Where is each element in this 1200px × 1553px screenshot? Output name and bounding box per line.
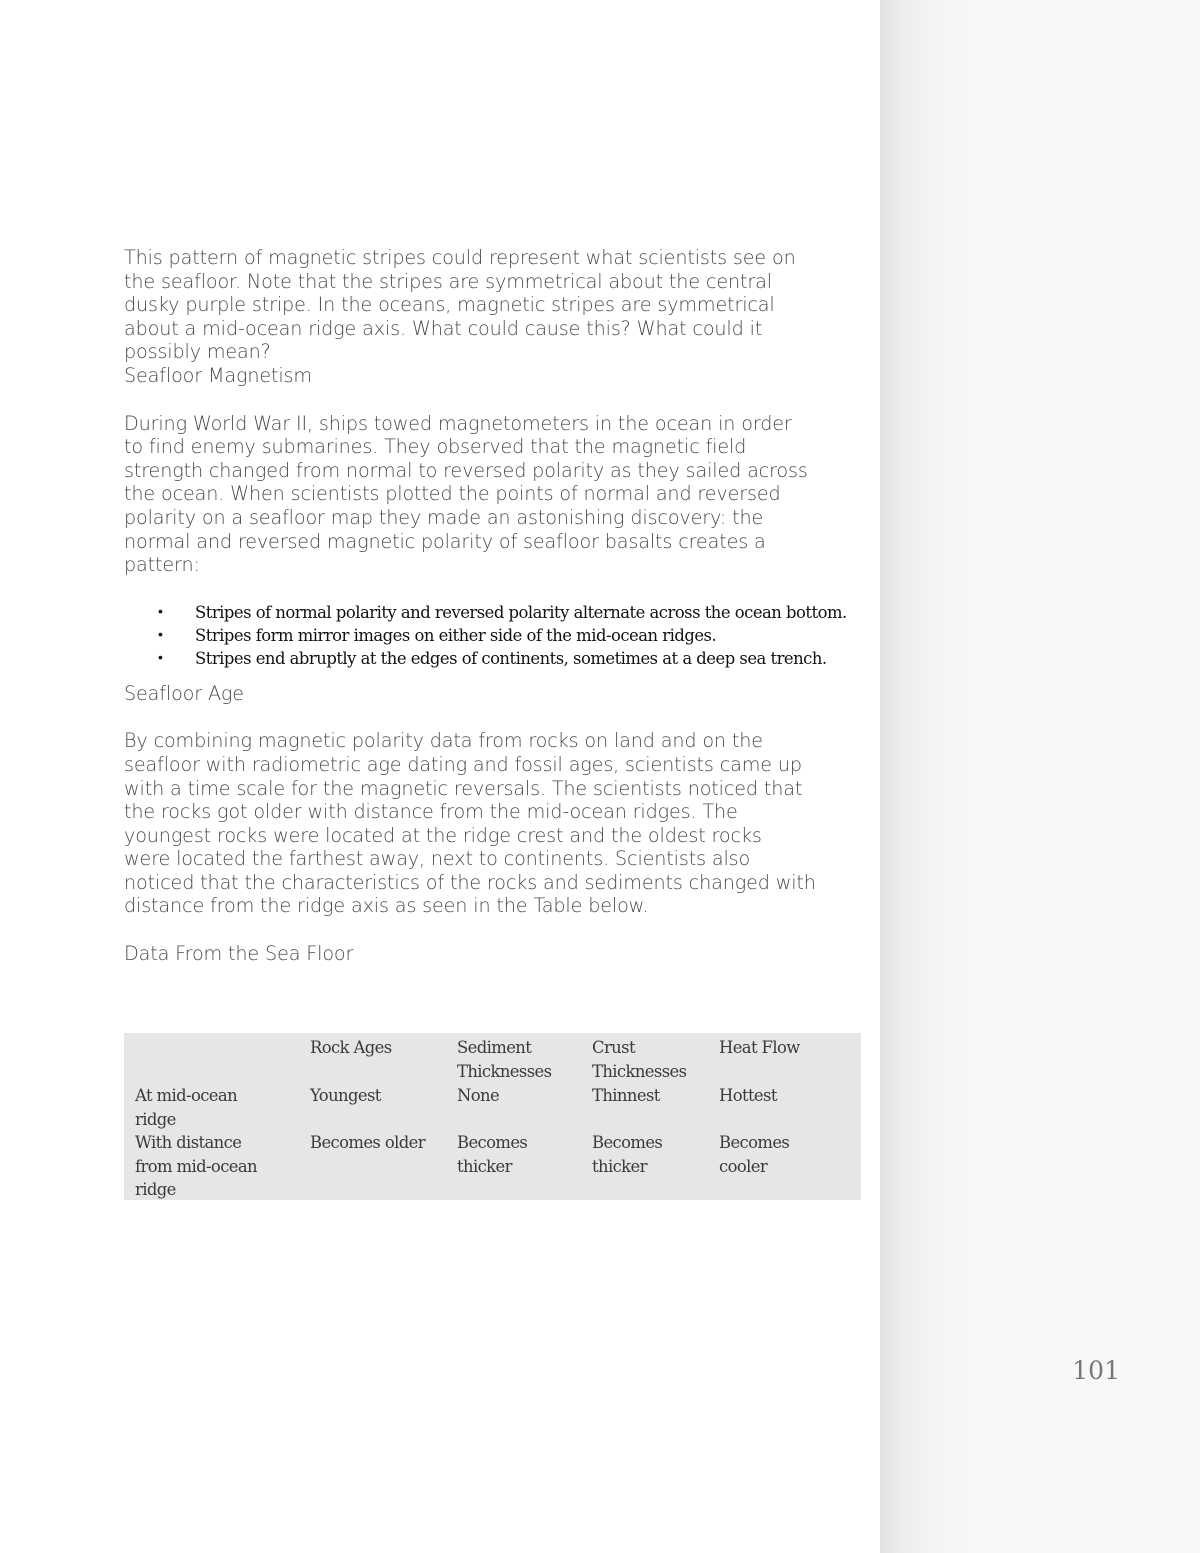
age-paragraph: By combining magnetic polarity data from rocks on land and on the seafloor with radiometric age dating and fossil ages, scientists came up with a time scale for the magnetic reversals. The scientists noticed that the rocks got older with distance from the mid-ocean ridges. The youngest rocks were located at the ridge crest and the oldest rocks were located the farthest away, next to continents. Scientists also noticed that the characteristics of the rocks and sediments changed with distance from the ridge axis as seen in the Table below. xyxy=(124,729,816,918)
spacer xyxy=(124,670,864,682)
list-item xyxy=(124,624,855,647)
table-header-cell: Sediment Thicknesses xyxy=(457,1038,552,1081)
page-number: 101 xyxy=(1072,1356,1120,1385)
section-heading-seafloor-age: Seafloor Age xyxy=(124,681,244,705)
table-cell: Becomes thicker xyxy=(592,1133,663,1176)
table-row-label: With distance from mid-ocean ridge xyxy=(135,1133,258,1199)
table-header-cell: Crust Thicknesses xyxy=(592,1038,687,1081)
bullet-icon: • xyxy=(158,603,163,620)
table-cell: Becomes cooler xyxy=(719,1133,790,1176)
table-cell: Hottest xyxy=(719,1086,777,1105)
polarity-bullet-list xyxy=(124,601,864,670)
spacer xyxy=(124,577,864,601)
spacer xyxy=(124,918,864,942)
list-item xyxy=(124,647,855,670)
bullet-icon: • xyxy=(158,649,163,666)
list-item-text: Stripes end abruptly at the edges of continents, sometimes at a deep sea trench. xyxy=(195,648,827,668)
intro-paragraph: This pattern of magnetic stripes could represent what scientists see on the seafloor. Note that the stripes are symmetrical about the central dusky purple stripe. In the oceans, magnetic stripes are symmetrical about a mid-ocean ridge axis. What could cause this? What could it possibly mean? xyxy=(124,246,796,364)
table-header-cell: Rock Ages xyxy=(310,1038,392,1057)
spacer xyxy=(124,388,864,412)
table-cell: Thinnest xyxy=(592,1086,660,1105)
list-item-text: Stripes of normal polarity and reversed polarity alternate across the ocean bottom. xyxy=(195,602,847,622)
magnetism-paragraph: During World War II, ships towed magnetometers in the ocean in order to find enemy submarines. They observed that the magnetic field strength changed from normal to reversed polarity as they sailed across the ocean. When scientists plotted the points of normal and reversed polarity on a seafloor map they made an astonishing discovery: the normal and reversed magnetic polarity of seafloor basalts creates a pattern: xyxy=(124,411,808,577)
table-header-cell: Heat Flow xyxy=(719,1038,800,1057)
bullet-icon: • xyxy=(158,626,163,643)
table-caption: Data From the Sea Floor xyxy=(124,942,354,966)
spacer xyxy=(124,705,864,729)
table-cell: None xyxy=(457,1086,500,1105)
table-cell: Becomes older xyxy=(310,1133,425,1152)
list-item xyxy=(124,601,855,624)
section-heading-seafloor-magnetism: Seafloor Magnetism xyxy=(124,363,312,387)
table-cell: Becomes thicker xyxy=(457,1133,528,1176)
table-cell: Youngest xyxy=(310,1086,381,1105)
list-item-text: Stripes form mirror images on either side of the mid-ocean ridges. xyxy=(195,625,717,645)
page-content xyxy=(124,246,864,966)
sea-floor-data-table xyxy=(124,1033,861,1200)
page-edge-shadow xyxy=(880,0,1200,1553)
table-row-label: At mid-ocean ridge xyxy=(135,1086,238,1129)
